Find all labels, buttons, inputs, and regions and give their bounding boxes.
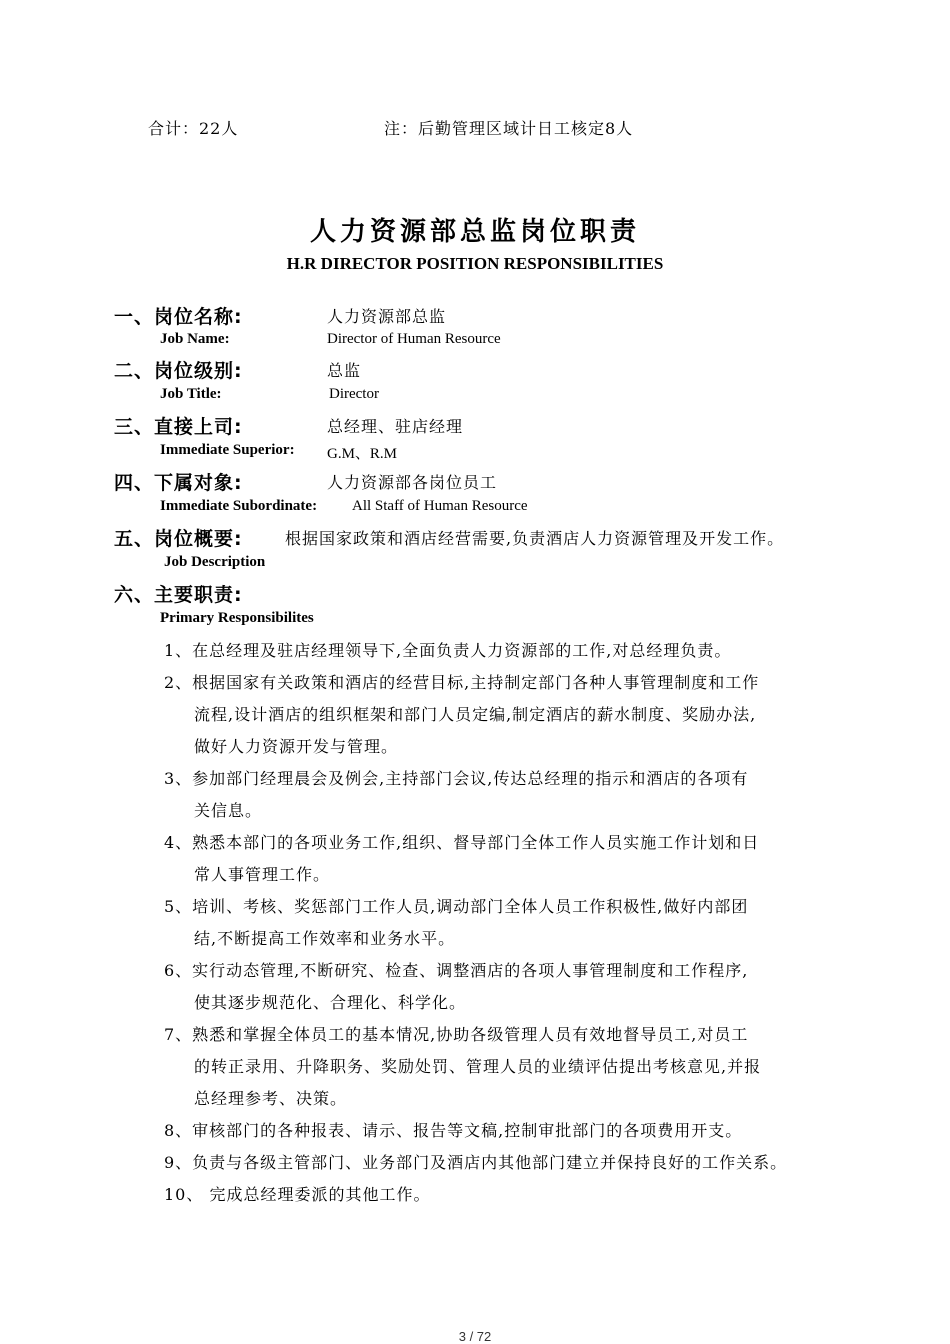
responsibility-line: 10、 完成总经理委派的其他工作。 <box>164 1185 431 1204</box>
field-label-en-superior: Immediate Superior: <box>160 442 295 458</box>
field-label-en-subordinate: Immediate Subordinate: <box>160 498 318 514</box>
responsibility-line: 2、根据国家有关政策和酒店的经营目标,主持制定部门各种人事管理制度和工作 <box>164 673 760 692</box>
field-label-description: 五、岗位概要: <box>114 528 243 550</box>
responsibility-line: 结,不断提高工作效率和业务水平。 <box>194 929 456 948</box>
field-label-subordinate: 四、下属对象: <box>114 472 243 494</box>
field-value-job-name: 人力资源部总监 <box>327 307 447 326</box>
field-value-en-subordinate: All Staff of Human Resource <box>352 498 528 514</box>
field-label-en-job-title: Job Title: <box>160 386 222 402</box>
responsibility-line: 4、熟悉本部门的各项业务工作,组织、督导部门全体工作人员实施工作计划和日 <box>164 833 760 852</box>
field-value-en-job-title: Director <box>329 386 379 402</box>
responsibility-line: 6、实行动态管理,不断研究、检查、调整酒店的各项人事管理制度和工作程序, <box>164 961 749 980</box>
field-label-en-job-name: Job Name: <box>160 331 230 347</box>
field-label-en-description: Job Description <box>164 554 266 570</box>
field-label-job-title: 二、岗位级别: <box>114 360 243 382</box>
field-value-job-title: 总监 <box>327 361 362 380</box>
responsibility-line: 做好人力资源开发与管理。 <box>194 737 399 756</box>
page-number: 3 / 72 <box>458 1329 492 1344</box>
total-staff-text: 合计：22人 <box>148 119 239 138</box>
page-subtitle: H.R DIRECTOR POSITION RESPONSIBILITIES <box>286 254 664 273</box>
field-label-job-name: 一、岗位名称: <box>114 306 243 328</box>
responsibility-line: 1、在总经理及驻店经理领导下,全面负责人力资源部的工作,对总经理负责。 <box>164 641 732 660</box>
responsibility-line: 使其逐步规范化、合理化、科学化。 <box>194 993 467 1012</box>
responsibility-line: 常人事管理工作。 <box>194 865 331 884</box>
responsibilities-label: 六、主要职责: <box>114 584 243 606</box>
responsibility-line: 流程,设计酒店的组织框架和部门人员定编,制定酒店的薪水制度、奖励办法, <box>194 705 757 724</box>
field-value-description: 根据国家政策和酒店经营需要,负责酒店人力资源管理及开发工作。 <box>285 529 785 548</box>
responsibility-line: 关信息。 <box>194 801 263 820</box>
field-value-subordinate: 人力资源部各岗位员工 <box>327 473 498 492</box>
page-title: 人力资源部总监岗位职责 <box>309 217 640 247</box>
responsibility-line: 3、参加部门经理晨会及例会,主持部门会议,传达总经理的指示和酒店的各项有 <box>164 769 749 788</box>
responsibilities-label-en: Primary Responsibilites <box>160 610 314 626</box>
field-value-superior: 总经理、驻店经理 <box>327 417 464 436</box>
field-value-en-job-name: Director of Human Resource <box>327 331 501 347</box>
field-value-en-superior: G.M、R.M <box>327 446 398 462</box>
responsibility-line: 7、熟悉和掌握全体员工的基本情况,协助各级管理人员有效地督导员工,对员工 <box>164 1025 749 1044</box>
responsibility-line: 5、培训、考核、奖惩部门工作人员,调动部门全体人员工作积极性,做好内部团 <box>164 897 749 916</box>
responsibility-line: 总经理参考、决策。 <box>194 1089 348 1108</box>
field-label-superior: 三、直接上司: <box>114 416 243 438</box>
responsibility-line: 9、负责与各级主管部门、业务部门及酒店内其他部门建立并保持良好的工作关系。 <box>164 1153 788 1172</box>
responsibility-line: 的转正录用、升降职务、奖励处罚、管理人员的业绩评估提出考核意见,并报 <box>194 1057 762 1076</box>
staff-note-text: 注：后勤管理区域计日工核定8人 <box>384 119 634 138</box>
responsibility-line: 8、审核部门的各种报表、请示、报告等文稿,控制审批部门的各项费用开支。 <box>164 1121 743 1140</box>
